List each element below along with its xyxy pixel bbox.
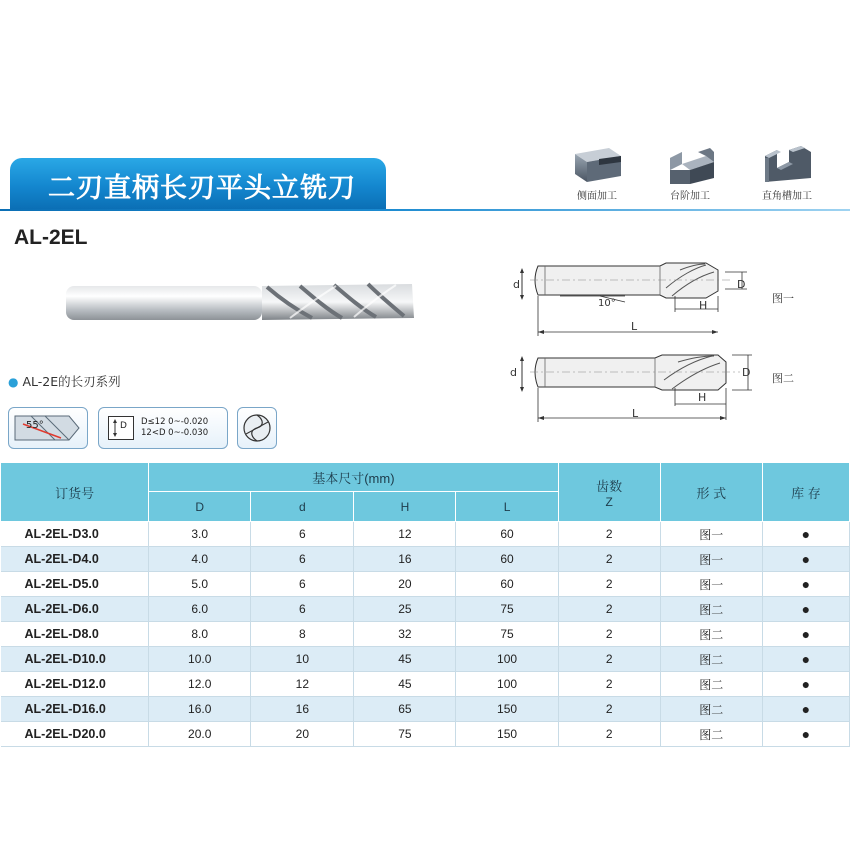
tolerance-line-2: 12<D 0~-0.030 — [141, 428, 209, 438]
cell-d: 20 — [251, 722, 354, 747]
cell-form: 图二 — [660, 722, 762, 747]
side-milling-icon — [569, 142, 625, 186]
title-rule — [0, 209, 850, 211]
cell-d: 8.0 — [149, 622, 251, 647]
step-milling-icon — [662, 142, 718, 186]
cell-d: 12.0 — [149, 672, 251, 697]
cell-form: 图二 — [660, 622, 762, 647]
helix-angle-value: 55° — [26, 420, 44, 431]
cell-code: AL-2EL-D20.0 — [1, 722, 149, 747]
table-row — [1, 547, 850, 572]
bullet-icon: ● — [8, 375, 19, 389]
cell-l: 100 — [456, 647, 558, 672]
cell-stock: ● — [762, 647, 849, 672]
cell-code: AL-2EL-D12.0 — [1, 672, 149, 697]
cell-h: 75 — [354, 722, 456, 747]
table-row — [1, 572, 850, 597]
fig1-H-label: H — [699, 299, 708, 312]
cell-stock: ● — [762, 722, 849, 747]
cell-h: 45 — [354, 647, 456, 672]
two-flute-section-icon — [238, 408, 276, 448]
cell-stock: ● — [762, 697, 849, 722]
header-stock: 库 存 — [762, 463, 849, 522]
fig2-label: 图二 — [772, 372, 794, 385]
cell-form: 图一 — [660, 522, 762, 547]
model-code: AL-2EL — [14, 226, 88, 249]
process-slot — [752, 142, 822, 202]
cell-z: 2 — [558, 597, 660, 622]
cell-d: 6 — [251, 547, 354, 572]
header-teeth-sub: Z — [605, 494, 613, 509]
diameter-symbol — [108, 416, 134, 440]
header-order-no: 订货号 — [1, 463, 149, 522]
cell-l: 60 — [456, 522, 558, 547]
tolerance-line-1: D≤12 0~-0.020 — [141, 417, 209, 427]
cell-h: 16 — [354, 547, 456, 572]
cell-code: AL-2EL-D10.0 — [1, 647, 149, 672]
cell-stock: ● — [762, 597, 849, 622]
flute-section-box — [237, 407, 277, 449]
table-row — [1, 697, 850, 722]
title-banner — [10, 158, 386, 209]
cell-d: 3.0 — [149, 522, 251, 547]
fig2-H-label: H — [698, 391, 707, 404]
cell-form: 图二 — [660, 597, 762, 622]
cell-form: 图二 — [660, 672, 762, 697]
process-label: 侧面加工 — [577, 191, 617, 202]
cell-d: 6 — [251, 572, 354, 597]
fig1-D-label: D — [737, 278, 746, 291]
cell-l: 60 — [456, 572, 558, 597]
cell-stock: ● — [762, 622, 849, 647]
cell-code: AL-2EL-D5.0 — [1, 572, 149, 597]
cell-stock: ● — [762, 572, 849, 597]
header-form: 形 式 — [660, 463, 762, 522]
cell-l: 75 — [456, 622, 558, 647]
cell-stock: ● — [762, 522, 849, 547]
cell-h: 12 — [354, 522, 456, 547]
fig1-L-label: L — [631, 320, 638, 333]
cell-h: 45 — [354, 672, 456, 697]
cell-form: 图一 — [660, 572, 762, 597]
header-teeth-label: 齿数 — [596, 478, 623, 494]
cell-code: AL-2EL-D16.0 — [1, 697, 149, 722]
header-d: d — [251, 492, 354, 522]
fig1-angle-label: 10° — [598, 298, 616, 309]
cell-h: 25 — [354, 597, 456, 622]
header-D: D — [149, 492, 251, 522]
header-L: L — [456, 492, 558, 522]
table-row — [1, 522, 850, 547]
process-side — [562, 142, 632, 202]
table-row — [1, 722, 850, 747]
cell-stock: ● — [762, 672, 849, 697]
cell-h: 20 — [354, 572, 456, 597]
cell-z: 2 — [558, 622, 660, 647]
spec-table — [0, 462, 850, 747]
cell-z: 2 — [558, 697, 660, 722]
process-step — [655, 142, 725, 202]
cell-l: 100 — [456, 672, 558, 697]
cell-form: 图二 — [660, 647, 762, 672]
cell-z: 2 — [558, 572, 660, 597]
cell-form: 图二 — [660, 697, 762, 722]
cell-form: 图一 — [660, 547, 762, 572]
cell-z: 2 — [558, 522, 660, 547]
cell-d: 12 — [251, 672, 354, 697]
series-note-text: AL-2E的长刃系列 — [22, 374, 121, 389]
series-note — [8, 372, 121, 390]
tolerance-d-label: D — [120, 421, 127, 431]
process-label: 台阶加工 — [670, 191, 710, 202]
cell-d: 20.0 — [149, 722, 251, 747]
cell-l: 150 — [456, 722, 558, 747]
cell-z: 2 — [558, 547, 660, 572]
table-row — [1, 647, 850, 672]
cell-stock: ● — [762, 547, 849, 572]
cell-l: 150 — [456, 697, 558, 722]
cell-d: 16.0 — [149, 697, 251, 722]
tolerance-box — [98, 407, 228, 449]
table-row — [1, 597, 850, 622]
fig1-label: 图一 — [772, 292, 794, 305]
cell-d: 6 — [251, 597, 354, 622]
cell-z: 2 — [558, 647, 660, 672]
cell-d: 8 — [251, 622, 354, 647]
helix-angle-icon — [9, 408, 87, 448]
end-mill-image — [62, 270, 422, 330]
cell-code: AL-2EL-D3.0 — [1, 522, 149, 547]
cell-d: 6.0 — [149, 597, 251, 622]
table-row — [1, 672, 850, 697]
cell-z: 2 — [558, 672, 660, 697]
helix-angle-box — [8, 407, 88, 449]
cell-d: 5.0 — [149, 572, 251, 597]
cell-h: 65 — [354, 697, 456, 722]
page-title: 二刃直柄长刃平头立铣刀 — [48, 173, 356, 204]
header-teeth — [558, 463, 660, 522]
cell-l: 75 — [456, 597, 558, 622]
fig1-d-label: d — [513, 278, 520, 291]
process-label: 直角槽加工 — [762, 191, 812, 202]
cell-h: 32 — [354, 622, 456, 647]
cell-d: 10 — [251, 647, 354, 672]
fig2-L-label: L — [632, 407, 639, 420]
cell-d: 10.0 — [149, 647, 251, 672]
cell-d: 6 — [251, 522, 354, 547]
cell-code: AL-2EL-D6.0 — [1, 597, 149, 622]
cell-l: 60 — [456, 547, 558, 572]
cell-code: AL-2EL-D4.0 — [1, 547, 149, 572]
cell-d: 16 — [251, 697, 354, 722]
table-row — [1, 622, 850, 647]
cell-code: AL-2EL-D8.0 — [1, 622, 149, 647]
fig2-D-label: D — [742, 366, 751, 379]
slot-milling-icon — [759, 142, 815, 186]
fig2-d-label: d — [510, 366, 517, 379]
header-dims: 基本尺寸(mm) — [149, 463, 558, 492]
header-H: H — [354, 492, 456, 522]
cell-d: 4.0 — [149, 547, 251, 572]
cell-z: 2 — [558, 722, 660, 747]
